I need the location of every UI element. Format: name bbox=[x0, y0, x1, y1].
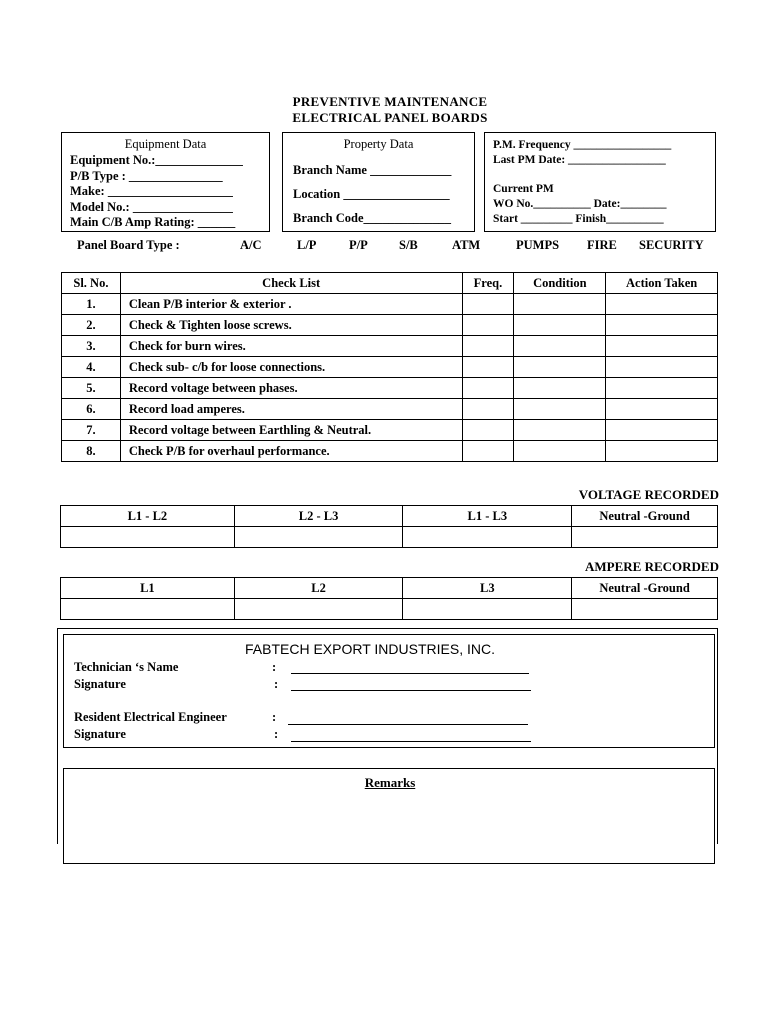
pm-frequency-field[interactable]: P.M. Frequency _________________ bbox=[493, 139, 672, 151]
technician-signature-colon: : bbox=[274, 677, 279, 691]
check-item: Check for burn wires. bbox=[120, 336, 462, 357]
engineer-name-label: Resident Electrical Engineer bbox=[74, 710, 227, 724]
voltage-col-neutral-ground: Neutral -Ground bbox=[572, 506, 718, 527]
start-finish-field[interactable]: Start _________ Finish__________ bbox=[493, 213, 664, 225]
freq-cell[interactable] bbox=[462, 294, 514, 315]
freq-cell[interactable] bbox=[462, 315, 514, 336]
voltage-value-row bbox=[61, 527, 718, 548]
condition-cell[interactable] bbox=[514, 399, 606, 420]
voltage-l2-l3-value[interactable] bbox=[234, 527, 403, 548]
technician-name-colon: : bbox=[272, 660, 277, 674]
engineer-signature-line[interactable] bbox=[291, 741, 531, 742]
condition-cell[interactable] bbox=[514, 357, 606, 378]
ampere-col-l1: L1 bbox=[61, 578, 235, 599]
wo-no-date-field[interactable]: WO No.__________ Date:________ bbox=[493, 198, 667, 210]
ampere-value-row bbox=[61, 599, 718, 620]
engineer-signature-label: Signature bbox=[74, 727, 126, 741]
row-number: 7. bbox=[62, 420, 121, 441]
branch-name-field[interactable]: Branch Name _____________ bbox=[293, 163, 452, 177]
ampere-l1-value[interactable] bbox=[61, 599, 235, 620]
table-row bbox=[62, 357, 718, 378]
engineer-name-line[interactable] bbox=[288, 724, 528, 725]
technician-signature-label: Signature bbox=[74, 677, 126, 691]
table-row bbox=[62, 420, 718, 441]
panel-board-type-label: Panel Board Type : bbox=[77, 238, 180, 252]
voltage-l1-l2-value[interactable] bbox=[61, 527, 235, 548]
table-row bbox=[62, 378, 718, 399]
row-number: 2. bbox=[62, 315, 121, 336]
freq-cell[interactable] bbox=[462, 399, 514, 420]
action-taken-cell[interactable] bbox=[606, 315, 718, 336]
voltage-col-l2-l3: L2 - L3 bbox=[234, 506, 403, 527]
panel-type-ac[interactable]: A/C bbox=[240, 238, 262, 252]
freq-cell[interactable] bbox=[462, 441, 514, 462]
location-field[interactable]: Location _________________ bbox=[293, 187, 450, 201]
table-row bbox=[62, 399, 718, 420]
action-taken-cell[interactable] bbox=[606, 420, 718, 441]
remarks-label: Remarks bbox=[364, 775, 416, 790]
freq-cell[interactable] bbox=[462, 420, 514, 441]
condition-cell[interactable] bbox=[514, 315, 606, 336]
branch-code-field[interactable]: Branch Code______________ bbox=[293, 211, 451, 225]
freq-cell[interactable] bbox=[462, 357, 514, 378]
ampere-table bbox=[60, 577, 718, 620]
col-header-condition: Condition bbox=[514, 273, 606, 294]
panel-board-type-row bbox=[0, 238, 768, 256]
freq-cell[interactable] bbox=[462, 336, 514, 357]
check-item: Record voltage between phases. bbox=[120, 378, 462, 399]
equipment-data-box bbox=[61, 132, 270, 232]
signoff-box bbox=[63, 634, 715, 748]
technician-name-label: Technician ‘s Name bbox=[74, 660, 179, 674]
table-row bbox=[62, 294, 718, 315]
ampere-header-row bbox=[61, 578, 718, 599]
voltage-l1-l3-value[interactable] bbox=[403, 527, 572, 548]
property-data-box bbox=[282, 132, 475, 232]
voltage-neutral-ground-value[interactable] bbox=[572, 527, 718, 548]
ampere-l3-value[interactable] bbox=[403, 599, 572, 620]
voltage-col-l1-l2: L1 - L2 bbox=[61, 506, 235, 527]
condition-cell[interactable] bbox=[514, 378, 606, 399]
panel-type-lp[interactable]: L/P bbox=[297, 238, 317, 252]
engineer-signature-colon: : bbox=[274, 727, 279, 741]
table-row bbox=[62, 336, 718, 357]
technician-signature-line[interactable] bbox=[291, 690, 531, 691]
condition-cell[interactable] bbox=[514, 336, 606, 357]
row-number: 1. bbox=[62, 294, 121, 315]
condition-cell[interactable] bbox=[514, 420, 606, 441]
check-item: Clean P/B interior & exterior . bbox=[120, 294, 462, 315]
pm-data-box bbox=[484, 132, 716, 232]
action-taken-cell[interactable] bbox=[606, 336, 718, 357]
row-number: 8. bbox=[62, 441, 121, 462]
condition-cell[interactable] bbox=[514, 294, 606, 315]
equipment-data-title: Equipment Data bbox=[124, 137, 207, 151]
check-item: Check sub- c/b for loose connections. bbox=[120, 357, 462, 378]
row-number: 4. bbox=[62, 357, 121, 378]
ampere-col-l3: L3 bbox=[403, 578, 572, 599]
ampere-l2-value[interactable] bbox=[234, 599, 403, 620]
ampere-col-l2: L2 bbox=[234, 578, 403, 599]
engineer-name-colon: : bbox=[272, 710, 277, 724]
voltage-recorded-label: VOLTAGE RECORDED bbox=[578, 487, 719, 502]
checklist-header-row bbox=[62, 273, 718, 294]
equipment-no-field[interactable]: Equipment No.:______________ bbox=[70, 153, 243, 167]
make-field[interactable]: Make: ____________________ bbox=[70, 184, 233, 198]
voltage-col-l1-l3: L1 - L3 bbox=[403, 506, 572, 527]
action-taken-cell[interactable] bbox=[606, 399, 718, 420]
row-number: 5. bbox=[62, 378, 121, 399]
form-title-line1: PREVENTIVE MAINTENANCE bbox=[292, 94, 488, 109]
table-row bbox=[62, 315, 718, 336]
col-header-check-list: Check List bbox=[120, 273, 462, 294]
technician-name-line[interactable] bbox=[291, 673, 529, 674]
ampere-col-neutral-ground: Neutral -Ground bbox=[572, 578, 718, 599]
action-taken-cell[interactable] bbox=[606, 441, 718, 462]
panel-type-pumps[interactable]: PUMPS bbox=[516, 238, 560, 252]
company-name: FABTECH EXPORT INDUSTRIES, INC. bbox=[245, 641, 495, 657]
row-number: 6. bbox=[62, 399, 121, 420]
panel-type-atm[interactable]: ATM bbox=[452, 238, 481, 252]
voltage-table bbox=[60, 505, 718, 548]
ampere-recorded-label: AMPERE RECORDED bbox=[585, 559, 719, 574]
pb-type-field[interactable]: P/B Type : _______________ bbox=[70, 168, 223, 183]
table-row bbox=[62, 441, 718, 462]
model-no-field[interactable]: Model No.: ________________ bbox=[70, 199, 233, 214]
col-header-action-taken: Action Taken bbox=[606, 273, 718, 294]
panel-type-sb[interactable]: S/B bbox=[399, 238, 418, 252]
action-taken-cell[interactable] bbox=[606, 294, 718, 315]
check-item: Check & Tighten loose screws. bbox=[120, 315, 462, 336]
action-taken-cell[interactable] bbox=[606, 378, 718, 399]
property-data-title: Property Data bbox=[343, 137, 414, 151]
freq-cell[interactable] bbox=[462, 378, 514, 399]
voltage-header-row bbox=[61, 506, 718, 527]
row-number: 3. bbox=[62, 336, 121, 357]
action-taken-cell[interactable] bbox=[606, 357, 718, 378]
checklist-table bbox=[61, 272, 718, 462]
check-item: Record load amperes. bbox=[120, 399, 462, 420]
ampere-neutral-ground-value[interactable] bbox=[572, 599, 718, 620]
check-item: Check P/B for overhaul performance. bbox=[120, 441, 462, 462]
condition-cell[interactable] bbox=[514, 441, 606, 462]
panel-type-security[interactable]: SECURITY bbox=[639, 238, 704, 252]
remarks-box[interactable] bbox=[63, 768, 715, 864]
panel-type-fire[interactable]: FIRE bbox=[587, 238, 617, 252]
col-header-freq: Freq. bbox=[462, 273, 514, 294]
check-item: Record voltage between Earthling & Neutral. bbox=[120, 420, 462, 441]
current-pm-label: Current PM bbox=[493, 183, 554, 195]
form-title-line2: ELECTRICAL PANEL BOARDS bbox=[292, 110, 488, 125]
main-cb-amp-rating-field[interactable]: Main C/B Amp Rating: ______ bbox=[70, 215, 236, 229]
col-header-sl-no: Sl. No. bbox=[62, 273, 121, 294]
last-pm-date-field[interactable]: Last PM Date: _________________ bbox=[493, 154, 666, 166]
panel-type-pp[interactable]: P/P bbox=[349, 238, 368, 252]
